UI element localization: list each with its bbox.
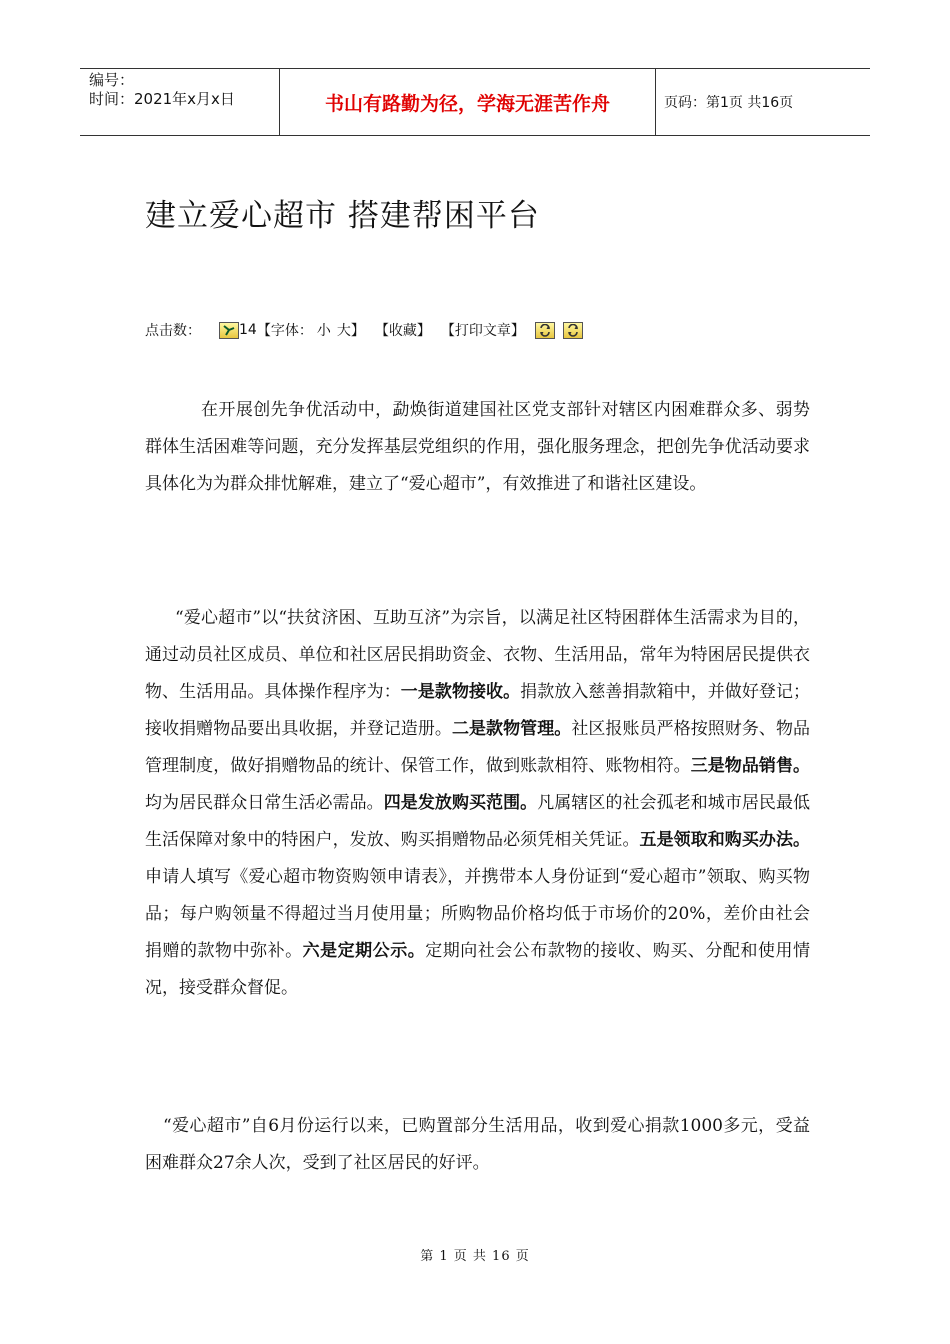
document-header: [80, 68, 870, 136]
p2-heading-6: 六是定期公示。: [302, 941, 426, 961]
clicks-value: 14: [239, 322, 257, 338]
time-label: 时间：2021年x月x日: [89, 90, 235, 108]
paragraph-2: [145, 600, 810, 1007]
p2-text-1: 捐款放入慈善捐款箱中，并做好登记；接收捐赠物品要出具收据，并登记造册。: [145, 682, 811, 739]
p2-heading-1: 一是款物接收。: [400, 682, 521, 702]
header-info-cell: [80, 69, 280, 135]
paragraph-1-text: 在开展创先争优活动中，勐焕街道建国社区党支部针对辖区内困难群众多、弱势群体生活困难等问题，充分发挥基层党组织的作用，强化服务理念，把创先争优活动要求具体化为为群众排忧解难，建立了“爱心超市”，有效推进了和谐社区建设。: [145, 400, 810, 494]
favorite-link[interactable]: 【收藏】: [374, 323, 431, 339]
article-meta: [145, 320, 583, 340]
p2-intro: “爱心超市”以“扶贫济困、互助互济”为宗旨，以满足社区特困群体生活需求为目的，通过动员社区成员、单位和社区居民捐助资金、衣物、生活用品，常年为特困居民提供衣物、生活用品。具体操作程序为：: [145, 608, 810, 702]
p2-heading-3: 三是物品销售。: [690, 756, 811, 776]
font-small-link[interactable]: 小: [316, 323, 331, 339]
clicks-label: 点击数：: [145, 323, 201, 339]
refresh-icon[interactable]: [563, 322, 583, 339]
paragraph-3: [145, 1108, 810, 1182]
p2-text-4: 凡属辖区的社会孤老和城市居民最低生活保障对象中的特困户，发放、购买捐赠物品必须凭相关凭证。: [145, 793, 811, 850]
p2-heading-2: 二是款物管理。: [451, 719, 572, 739]
font-large-link[interactable]: 大: [336, 323, 351, 339]
serial-label: 编号：: [89, 71, 135, 89]
header-page-info: 页码：第1页 共16页: [664, 95, 794, 111]
p2-heading-5: 五是领取和购买办法。: [639, 830, 811, 850]
header-motto: 书山有路勤为径，学海无涯苦作舟: [280, 69, 656, 135]
p2-heading-4: 四是发放购买范围。: [383, 793, 538, 813]
paragraph-1: [145, 392, 810, 503]
p2-text-3: 均为居民群众日常生活必需品。: [145, 793, 384, 813]
paragraph-3-text: “爱心超市”自6月份运行以来，已购置部分生活用品，收到爱心捐款1000多元，受益困难群众27余人次，受到了社区居民的好评。: [145, 1116, 810, 1173]
font-close: 】: [350, 323, 365, 339]
font-label: 【字体：: [256, 323, 313, 339]
refresh-icon[interactable]: [535, 322, 555, 339]
p2-text-2: 社区报账员严格按照财务、物品管理制度，做好捐赠物品的统计、保管工作，做到账款相符、账物相符。: [145, 719, 811, 776]
article-title: 建立爱心超市 搭建帮困平台: [145, 198, 540, 234]
print-link[interactable]: 【打印文章】: [440, 323, 525, 339]
click-count-icon: [219, 322, 239, 339]
p2-text-5: 申请人填写《爱心超市物资购领申请表》，并携带本人身份证到“爱心超市”领取、购买物品；每户购领量不得超过当月使用量；所购物品价格均低于市场价的20%，差价由社会捐赠的款物中弥补。: [145, 867, 810, 961]
p2-text-6: 定期向社会公布款物的接收、购买、分配和使用情况，接受群众督促。: [145, 941, 811, 998]
page-footer: 第 1 页 共 16 页: [420, 1249, 530, 1264]
